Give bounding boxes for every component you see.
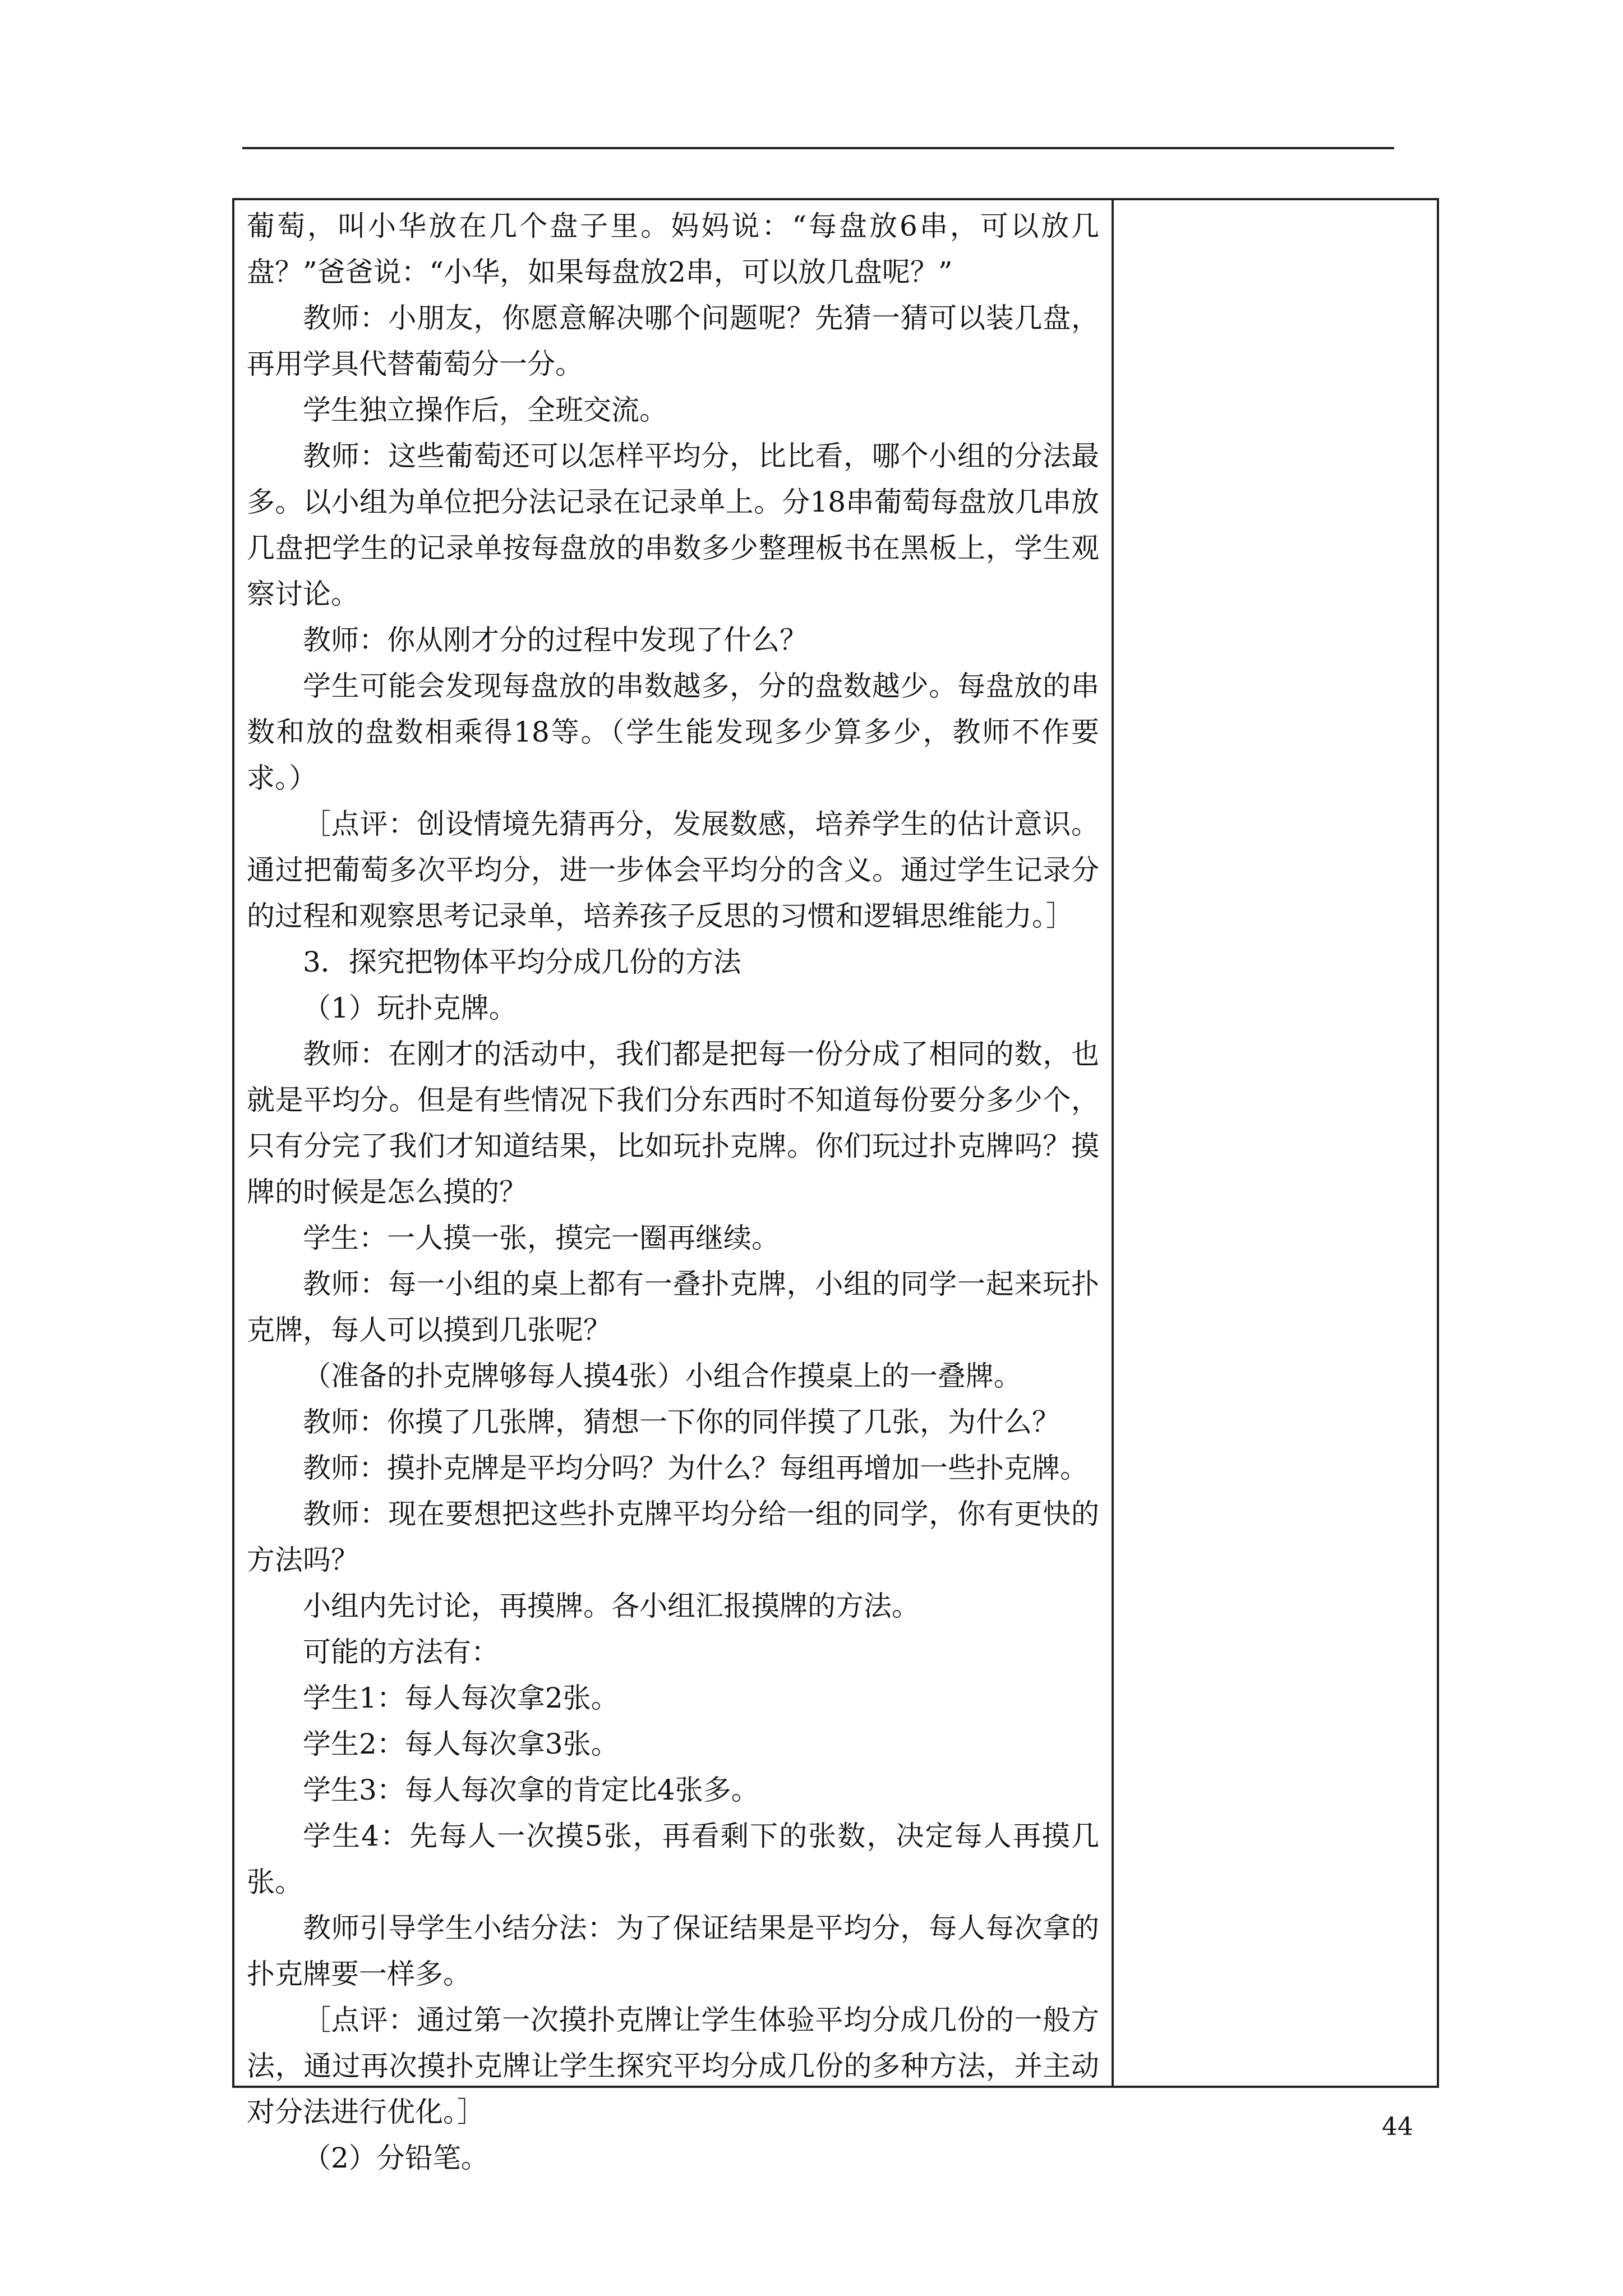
paragraph: ［点评：通过第一次摸扑克牌让学生体验平均分成几份的一般方法，通过再次摸扑克牌让学生探究平均分成几份的多种方法，并主动对分法进行优化。］ xyxy=(247,2004,1099,2128)
paragraph: 学生2：每人每次拿3张。 xyxy=(303,1728,619,1760)
paragraph: 教师：小朋友，你愿意解决哪个问题呢？先猜一猜可以装几盘，再用学具代替葡萄分一分。 xyxy=(247,302,1099,380)
paragraph: 学生独立操作后，全班交流。 xyxy=(303,394,667,426)
paragraph: 可能的方法有： xyxy=(303,1636,499,1668)
lesson-content-cell xyxy=(247,203,1099,2174)
paragraph: 小组内先讨论，再摸牌。各小组汇报摸牌的方法。 xyxy=(303,1590,920,1622)
paragraph: 教师：每一小组的桌上都有一叠扑克牌，小组的同学一起来玩扑克牌，每人可以摸到几张呢？ xyxy=(247,1268,1099,1346)
paragraph: 学生3：每人每次拿的肯定比4张多。 xyxy=(303,1774,759,1806)
paragraph: 教师：你从刚才分的过程中发现了什么？ xyxy=(303,624,808,656)
paragraph: （准备的扑克牌够每人摸4张）小组合作摸桌上的一叠牌。 xyxy=(303,1360,1022,1392)
paragraph: 3．探究把物体平均分成几份的方法 xyxy=(303,946,741,978)
paragraph: 学生4：先每人一次摸5张，再看剩下的张数，决定每人再摸几张。 xyxy=(247,1820,1099,1898)
paragraph: 葡萄，叫小华放在几个盘子里。妈妈说：“每盘放6串，可以放几盘？”爸爸说：“小华，如果每盘放2串，可以放几盘呢？” xyxy=(247,210,1099,288)
paragraph: （2）分铅笔。 xyxy=(303,2142,489,2174)
page-number: 44 xyxy=(1382,2113,1413,2141)
notes-column-divider xyxy=(1112,198,1114,2088)
paragraph: 学生：一人摸一张，摸完一圈再继续。 xyxy=(303,1222,780,1254)
paragraph: （1）玩扑克牌。 xyxy=(303,992,517,1024)
paragraph: 学生可能会发现每盘放的串数越多，分的盘数越少。每盘放的串数和放的盘数相乘得18等。（学生能发现多少算多少，教师不作要求。） xyxy=(247,670,1099,794)
paragraph: 教师：现在要想把这些扑克牌平均分给一组的同学，你有更快的方法吗？ xyxy=(247,1498,1099,1576)
paragraph: 教师：摸扑克牌是平均分吗？为什么？每组再增加一些扑克牌。 xyxy=(303,1452,1088,1484)
paragraph: 教师：这些葡萄还可以怎样平均分，比比看，哪个小组的分法最多。以小组为单位把分法记录在记录单上。分18串葡萄每盘放几串放几盘把学生的记录单按每盘放的串数多少整理板书在黑板上，学生观察讨论。 xyxy=(247,440,1099,610)
paragraph: 教师引导学生小结分法：为了保证结果是平均分，每人每次拿的扑克牌要一样多。 xyxy=(247,1912,1099,1990)
paragraph: 教师：在刚才的活动中，我们都是把每一份分成了相同的数，也就是平均分。但是有些情况下我们分东西时不知道每份要分多少个，只有分完了我们才知道结果，比如玩扑克牌。你们玩过扑克牌吗？摸牌的时候是怎么摸的？ xyxy=(247,1038,1099,1208)
paragraph: 教师：你摸了几张牌，猜想一下你的同伴摸了几张，为什么？ xyxy=(303,1406,1060,1438)
paragraph: 学生1：每人每次拿2张。 xyxy=(303,1682,619,1714)
header-rule xyxy=(242,147,1394,149)
paragraph: ［点评：创设情境先猜再分，发展数感，培养学生的估计意识。通过把葡萄多次平均分，进一步体会平均分的含义。通过学生记录分的过程和观察思考记录单，培养孩子反思的习惯和逻辑思维能力。］ xyxy=(247,808,1099,932)
